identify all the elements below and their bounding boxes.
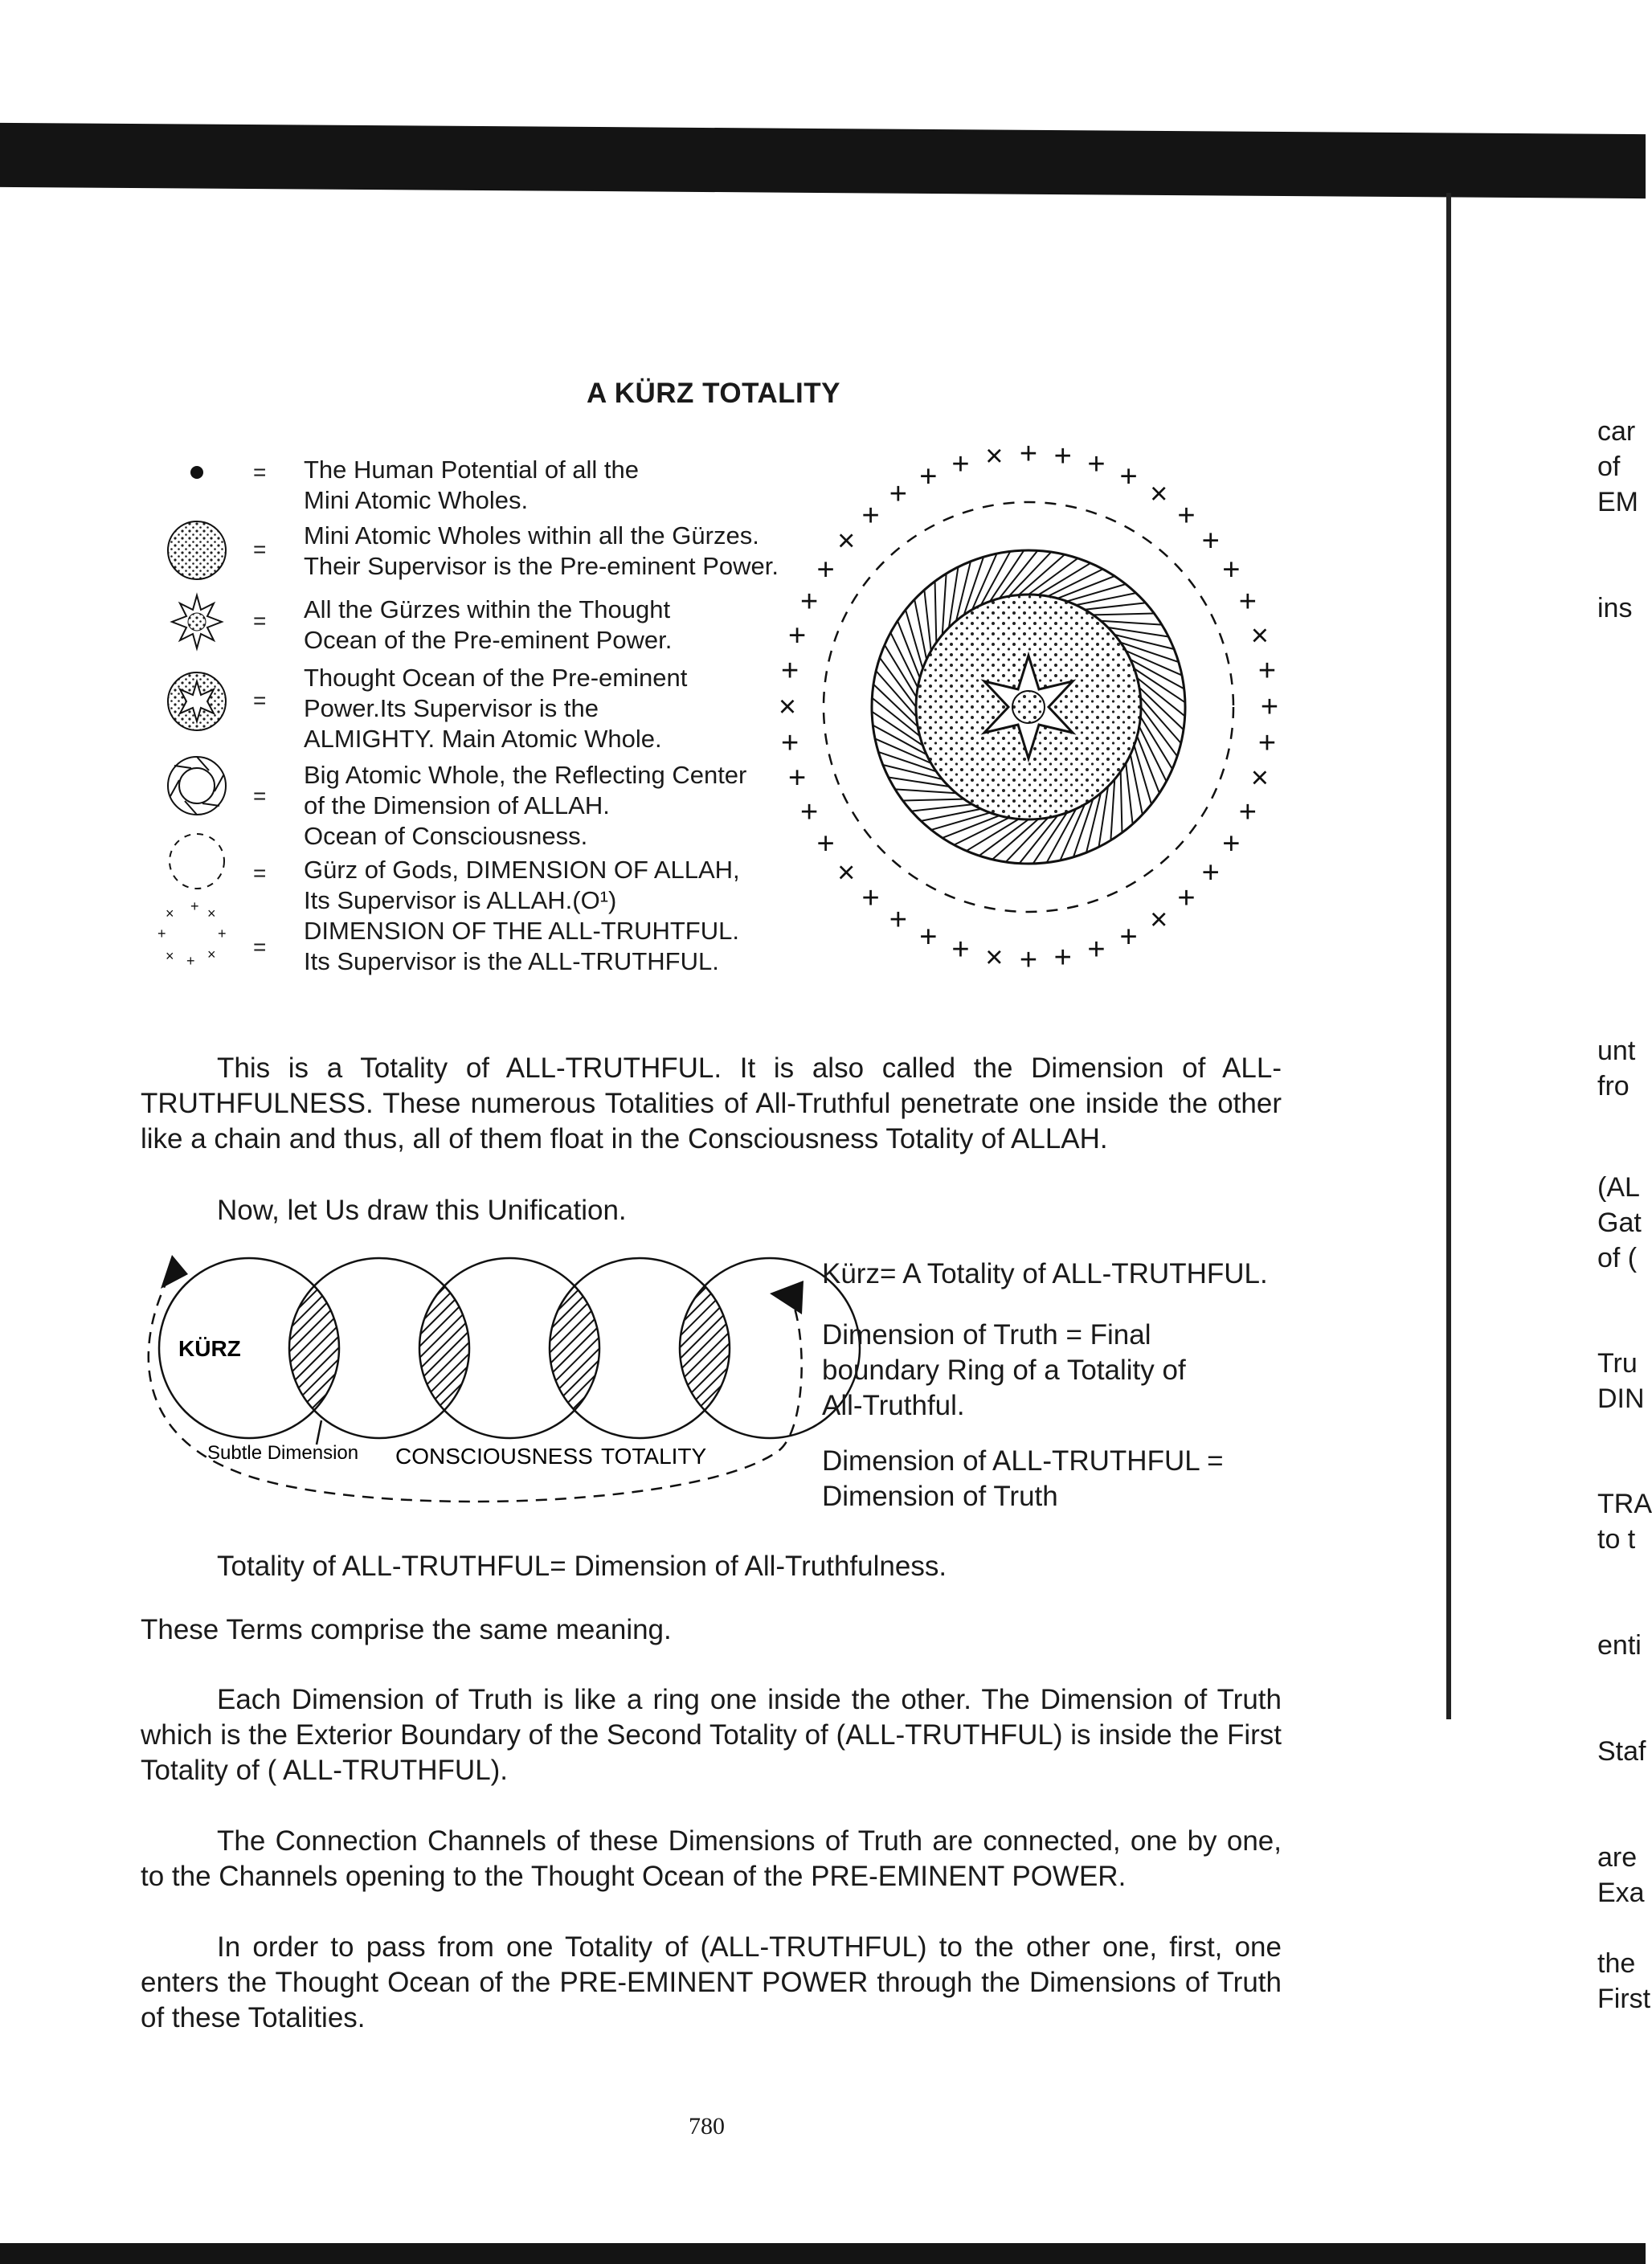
cross-mark: + <box>889 902 907 937</box>
page-title: A KÜRZ TOTALITY <box>587 378 840 409</box>
bottom-scan-band <box>0 2243 1646 2264</box>
svg-text:×: × <box>207 905 216 922</box>
page-number: 780 <box>689 2113 725 2139</box>
cross-mark: + <box>919 920 938 954</box>
caption-dimension-all-truthful: Dimension of ALL-TRUTHFUL = Dimension of Truth <box>822 1445 1224 1512</box>
cross-mark: + <box>1119 460 1138 494</box>
svg-text:+: + <box>190 898 199 914</box>
cross-mark: + <box>1087 447 1106 481</box>
cross-mark: × <box>837 856 856 890</box>
cross-mark: + <box>1238 585 1257 619</box>
right-fragment-7: enti <box>1597 1630 1642 1661</box>
paragraph-2: Now, let Us draw this Unification. <box>217 1195 627 1226</box>
paragraph-4: These Terms comprise the same meaning. <box>141 1614 672 1645</box>
cross-mark: × <box>837 524 856 558</box>
cross-mark: + <box>1177 881 1196 916</box>
paragraph-3: Totality of ALL-TRUTHFUL= Dimension of All-Truthfulness. <box>217 1551 947 1582</box>
legend-text-big-atomic-whole: Big Atomic Whole, the Reflecting Center of the Dimension of ALLAH. Ocean of Consciousness. <box>304 761 747 850</box>
right-fragment-4: (AL Gat of ( <box>1597 1172 1642 1273</box>
dot-icon <box>190 466 203 479</box>
svg-text:×: × <box>166 905 174 922</box>
totality-label: TOTALITY <box>601 1444 707 1469</box>
cross-mark: + <box>951 447 970 481</box>
cross-mark: × <box>985 940 1004 975</box>
arrow-left <box>161 1255 188 1289</box>
cross-mark: × <box>1150 902 1168 937</box>
legend-text-mini-atomic-wholes: Mini Atomic Wholes within all the Gürzes. Their Supervisor is the Pre-eminent Power. <box>304 521 779 580</box>
legend-equals-4: = <box>253 688 267 713</box>
subtle-dimension-label: Subtle Dimension <box>207 1442 359 1464</box>
right-fragment-8: Staf <box>1597 1736 1646 1767</box>
cross-mark: + <box>889 477 907 512</box>
cross-mark: + <box>1201 524 1220 558</box>
cross-mark: + <box>800 585 819 619</box>
svg-text:+: + <box>218 926 227 942</box>
cross-mark: + <box>1260 690 1279 724</box>
svg-text:×: × <box>207 946 216 962</box>
legend-equals-1: = <box>253 460 267 484</box>
legend-text-all-truthful: DIMENSION OF THE ALL-TRUHTFUL. Its Supervisor is the ALL-TRUTHFUL. <box>304 917 739 975</box>
legend-text-human-potential: The Human Potential of all the Mini Atomic Wholes. <box>304 456 640 514</box>
legend-icons <box>145 450 289 980</box>
cross-mark: + <box>816 553 835 587</box>
paragraph-7: In order to pass from one Totality of (ALL-TRUTHFUL) to the other one, first, one enters the Thought Ocean of the PRE-EMINENT POWER through the Dimensions of Truth of these Totalities. <box>141 1931 1282 2033</box>
center-core <box>1012 691 1045 723</box>
right-fragment-2: ins <box>1597 593 1633 623</box>
caption-dimension-of-truth: Dimension of Truth = Final boundary Ring of a Totality of All-Truthful. <box>822 1319 1186 1421</box>
cross-mark: + <box>1201 856 1220 890</box>
cross-mark: + <box>1222 553 1241 587</box>
dotted-circle-icon <box>168 521 226 579</box>
cross-mark: + <box>1053 439 1072 474</box>
unification-diagram <box>137 1253 828 1526</box>
arrow-right <box>770 1281 804 1314</box>
star-icon <box>172 595 222 648</box>
cross-mark: × <box>985 439 1004 474</box>
kurz-label: KÜRZ <box>178 1336 241 1361</box>
cross-mark: + <box>861 498 880 533</box>
cross-mark: + <box>1257 654 1277 689</box>
cross-mark: + <box>1053 940 1072 975</box>
cross-mark: × <box>1150 477 1168 512</box>
legend-equals-6: = <box>253 860 267 885</box>
star-in-circle-icon <box>168 672 226 730</box>
cross-mark: + <box>1222 827 1241 861</box>
cross-mark: + <box>800 795 819 829</box>
cross-mark: + <box>919 460 938 494</box>
caption-kurz: Kürz= A Totality of ALL-TRUTHFUL. <box>822 1258 1268 1289</box>
right-fragment-10: the First <box>1597 1948 1651 2014</box>
cross-mark: + <box>1238 795 1257 829</box>
legend-text-gurz-of-gods: Gürz of Gods, DIMENSION OF ALLAH, Its Supervisor is ALLAH.(O¹) <box>304 856 740 914</box>
paragraph-5: Each Dimension of Truth is like a ring one inside the other. The Dimension of Truth which is the Exterior Boundary of the Second Totality of (ALL-TRUTHFUL) is inside the First Totality of ( ALL-TRUTHFUL). <box>141 1684 1282 1786</box>
paragraph-1: This is a Totality of ALL-TRUTHFUL. It is also called the Dimension of ALL-TRUTHFULNESS. These numerous Totalities of All-Truthful penetrate one inside the other like a chain and thus, all of them float in the Consciousness Totality of ALLAH. <box>141 1052 1282 1154</box>
legend-equals-2: = <box>253 537 267 562</box>
dashed-circle-icon <box>170 834 224 889</box>
cross-mark: + <box>1257 725 1277 760</box>
subtle-pointer <box>317 1420 321 1445</box>
paragraph-6: The Connection Channels of these Dimensions of Truth are connected, one by one, to the Channels opening to the Thought Ocean of the PRE-EMINENT POWER. <box>141 1825 1282 1892</box>
right-fragment-6: TRA to t <box>1597 1489 1652 1555</box>
svg-text:+: + <box>186 953 195 969</box>
cross-mark: + <box>861 881 880 916</box>
legend-text-gurzes: All the Gürzes within the Thought Ocean of the Pre-eminent Power. <box>304 595 673 654</box>
crosses-icon <box>157 898 227 969</box>
svg-text:+: + <box>157 926 166 942</box>
legend-equals-7: = <box>253 934 267 959</box>
consciousness-label: CONSCIOUSNESS <box>395 1444 593 1469</box>
cross-mark: + <box>1119 920 1138 954</box>
right-fragment-1: car of EM <box>1597 416 1638 517</box>
top-scan-band <box>0 123 1646 198</box>
hatched-ring-icon <box>168 757 226 815</box>
cross-mark: + <box>780 654 799 689</box>
legend-text-thought-ocean: Thought Ocean of the Pre-eminent Power.Its Supervisor is the ALMIGHTY. Main Atomic Whole. <box>304 664 688 753</box>
cross-mark: + <box>816 827 835 861</box>
legend-equals-5: = <box>253 783 267 808</box>
right-fragment-9: are Exa <box>1597 1842 1645 1908</box>
cross-mark: × <box>1250 761 1269 795</box>
svg-text:×: × <box>166 948 174 964</box>
cross-mark: + <box>1019 943 1038 977</box>
cross-mark: + <box>951 933 970 967</box>
cross-mark: + <box>1177 498 1196 533</box>
right-fragment-3: unt fro <box>1597 1036 1636 1101</box>
cross-mark: + <box>788 619 807 653</box>
cross-mark: × <box>1250 619 1269 653</box>
page-gutter-line <box>1446 193 1451 1719</box>
cross-mark: + <box>1087 933 1106 967</box>
cross-mark: + <box>788 761 807 795</box>
cross-mark: + <box>780 725 799 760</box>
cross-mark: + <box>1019 437 1038 471</box>
legend-equals-3: = <box>253 608 267 633</box>
cross-mark: × <box>778 690 797 724</box>
right-fragment-5: Tru DIN <box>1597 1348 1645 1414</box>
kurz-totality-diagram <box>771 402 1318 980</box>
